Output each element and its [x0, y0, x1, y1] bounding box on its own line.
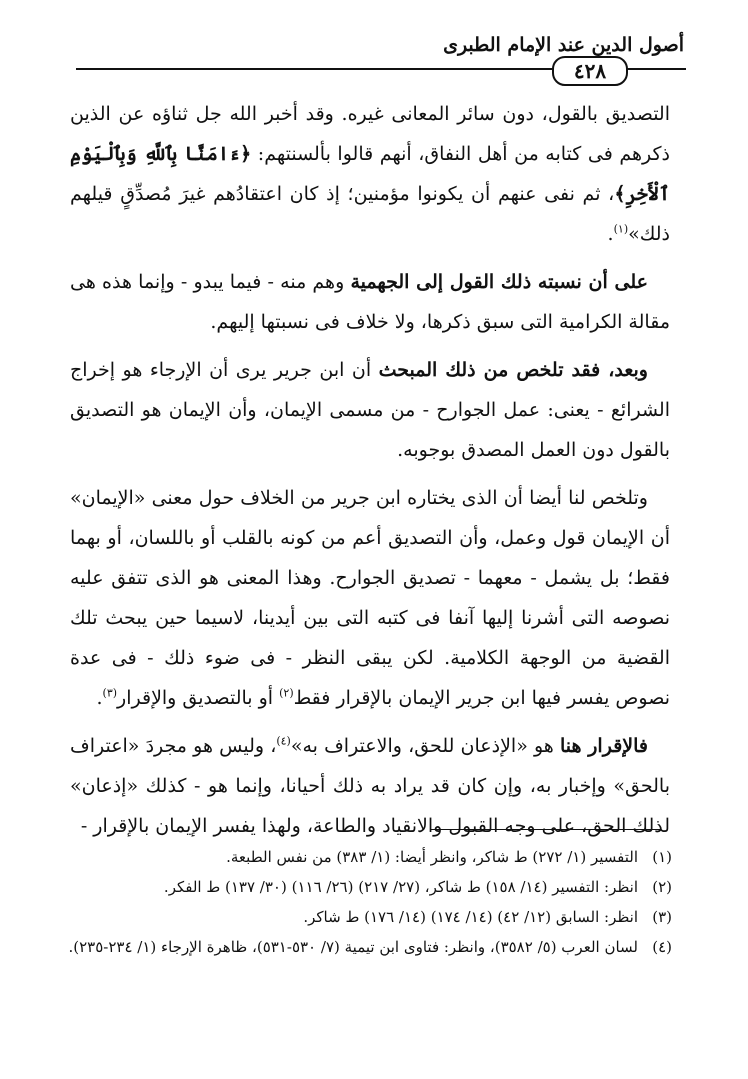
text-run: .: [96, 687, 103, 709]
footnote-text: التفسير (١/ ٢٧٢) ط شاكر، وانظر أيضا: (١/ ٣٨٣) من نفس الطبعة.: [226, 848, 638, 866]
footnote: [64, 932, 672, 962]
footnote-rule: [430, 829, 660, 830]
footnote-text: لسان العرب (٥/ ٣٥٨٢)، وانظر: فتاوى ابن تيمية (٧/ ٥٣٠-٥٣١)، ظاهرة الإرجاء (١/ ٢٣٤-٢٣٥).: [68, 938, 638, 956]
footnote-ref-2: (٢): [279, 686, 294, 700]
footnote-ref-3: (٣): [102, 686, 118, 700]
paragraph-5: [70, 726, 670, 846]
bold-phrase: وبعد، فقد تلخص من ذلك المبحث: [378, 359, 648, 381]
text-run: هو «الإذعان للحق، والاعتراف به»: [290, 735, 560, 757]
footnote-text: انظر: التفسير (١٤/ ١٥٨) ط شاكر، (٢٧/ ٢١٧) (٢٦/ ١١٦) (٣٠/ ١٣٧) ط الفكر.: [163, 878, 638, 896]
footnote-number: (٣): [652, 908, 672, 926]
text-run: وتلخص لنا أيضا أن الذى يختاره ابن جرير من الخلاف حول معنى «الإيمان» أن الإيمان قول وعمل، وأن التصديق أعم من كونه بالقلب أو باللسان، أو بهما فقط؛ بل يشمل - معهما - تصديق الجوارح. وهذا المعنى هو الذى تتفق عليه نصوصه التى أشرنا إليها آنفا فى كتبه التى بين أيدينا، لاسيما حين يبحث تلك القضية من الوجهة الكلامية. لكن يبقى النظر - فى ضوء ذلك - فى عدة نصوص يفسر فيها ابن جرير الإيمان بالإقرار فقط: [70, 487, 670, 709]
footnote-number: (٢): [652, 878, 672, 896]
text-run: على أن: [581, 271, 648, 293]
text-run: وهم منه - فيما يبدو - وإنما هذه هى مقالة الكرامية التى سبق ذكرها، ولا خلاف فى نسبتها إليهم.: [70, 271, 670, 333]
body-text: [70, 94, 670, 854]
page-number: ٤٢٨: [552, 56, 628, 86]
text-run: التصديق بالقول، دون سائر المعانى غيره. وقد أخبر الله جل ثناؤه عن الذين ذكرهم فى كتابه من أهل النفاق، أنهم قالوا بألسنتهم:: [70, 103, 671, 165]
bold-phrase: فالإقرار هنا: [559, 735, 648, 757]
footnote: [64, 902, 672, 932]
footnote-number: (١): [652, 848, 672, 866]
text-run: أو بالتصديق والإقرار: [117, 687, 280, 709]
paragraph-4: [70, 478, 670, 718]
text-run: ، ثم نفى عنهم أن يكونوا مؤمنين؛ إذ كان اعتقادُهم غيرَ مُصدِّقٍ قيلهم ذلك»: [70, 183, 670, 245]
text-run: .: [607, 223, 614, 245]
footnote-text: انظر: السابق (١٢/ ٤٢) (١٤/ ١٧٤) (١٤/ ١٧٦) ط شاكر.: [303, 908, 638, 926]
footnote-ref-1: (١): [613, 222, 629, 236]
paragraph-3: [70, 350, 670, 470]
text-run: أن ابن جرير يرى أن الإرجاء هو إخراج الشرائع - يعنى: عمل الجوارح - من مسمى الإيمان، وأن الإيمان هو التصديق بالقول دون العمل المصدق بوجوبه.: [70, 359, 670, 461]
quran-quote: ﴿ءَامَنَّا بِٱللَّهِ وَبِٱلْيَوْمِ ٱلْأَخِرِ﴾: [70, 143, 670, 205]
paragraph-1: [70, 94, 670, 254]
footnote: [64, 842, 672, 872]
running-title: أصول الدين عند الإمام الطبرى: [443, 34, 684, 56]
footnote-number: (٤): [652, 938, 672, 956]
bold-phrase: نسبته ذلك القول إلى الجهمية: [350, 271, 582, 293]
footnote: [64, 872, 672, 902]
text-run: ، وليس هو مجردَ «اعتراف بالحق» وإخبار به، وإن كان قد يراد به ذلك أحيانا، وإنما هو - كذلك «إذعان» لذلك الحق، على وجه القبول والانقياد والطاعة، ولهذا يفسر الإيمان بالإقرار -: [70, 735, 670, 837]
paragraph-2: [70, 262, 670, 342]
footnotes: [64, 842, 672, 962]
footnote-ref-4: (٤): [276, 734, 291, 748]
